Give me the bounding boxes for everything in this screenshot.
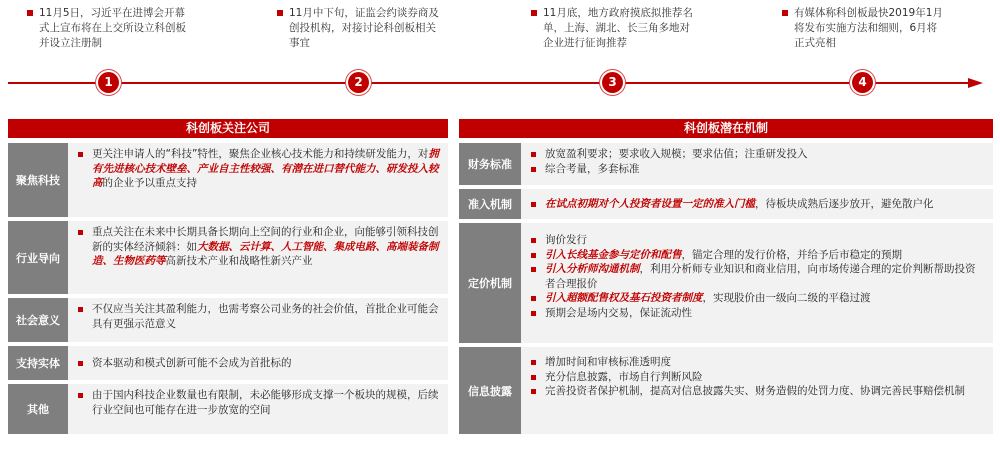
bullet-marker [78, 393, 83, 398]
item-text: 重点关注在未来中长期具备长期向上空间的行业和企业，向能够引领科技创新的实体经济倾斜：如 [92, 226, 439, 253]
item-text: 综合考量，多套标准 [545, 162, 640, 175]
bullet-marker [531, 10, 537, 16]
timeline-event-2 [277, 6, 442, 51]
timeline-arrow [8, 78, 983, 88]
row-label: 支持实体 [8, 346, 68, 380]
highlight-text: 引入长线基金参与定价和配售 [545, 248, 682, 261]
row-label: 准入机制 [459, 189, 521, 219]
bullet-marker [531, 238, 536, 243]
right-row-pricing-mechanism [459, 223, 993, 343]
highlight-text: 在试点初期对个人投资者设置一定的准入门槛 [545, 198, 755, 211]
highlight-text: 引入分析师沟通机制 [545, 263, 640, 275]
timeline-event-text: 11月5日，习近平在进博会开幕式上宣布将在上交所设立科创板并设立注册制 [39, 7, 186, 49]
timeline-event-text: 11月底，地方政府摸底拟推荐名单，上海、湖北、长三角多地对企业进行征询推荐 [543, 7, 693, 49]
item-text: 由于国内科技企业数量也有限制，未必能够形成支撑一个板块的规模，后续行业空间也可能存在进一步放宽的空间 [92, 389, 439, 416]
row-label: 其他 [8, 384, 68, 434]
row-content [68, 221, 448, 294]
bullet-marker [531, 267, 536, 272]
timeline-node-3: 3 [602, 72, 623, 93]
left-row-other [8, 384, 448, 434]
item-text: 增加时间和审核标准透明度 [545, 356, 671, 368]
item-text: ，实现股价由一级向二级的平稳过渡 [702, 292, 871, 304]
row-content [68, 143, 448, 217]
item-text: 放宽盈利要求；要求收入规模；要求估值；注重研发投入 [545, 148, 808, 160]
item-text: 完善投资者保护机制，提高对信息披露失实、财务造假的处罚力度、协调完善民事赔偿机制 [545, 385, 965, 397]
list-item [531, 306, 985, 321]
item-text: 询价发行 [545, 234, 587, 246]
bullet-marker [78, 307, 83, 312]
item-text: 预期会是场内交易，保证流动性 [545, 306, 692, 319]
item-text: 资本驱动和模式创新可能不会成为首批标的 [92, 357, 292, 370]
item-text: 充分信息披露，市场自行判断风险 [545, 370, 703, 383]
list-item [531, 370, 985, 385]
bullet-marker [78, 230, 83, 235]
item-text: 高新技术产业和战略性新兴产业 [165, 255, 313, 267]
timeline-event-4 [782, 6, 947, 51]
bullet-marker [78, 152, 83, 157]
list-item [78, 225, 440, 269]
list-item [78, 356, 292, 371]
bullet-marker [531, 360, 536, 365]
timeline-event-text: 11月中下旬，证监会约谈券商及创投机构，对接讨论科创板相关事宜 [289, 7, 439, 49]
list-item [531, 197, 934, 212]
item-text: ，利用分析师专业知识和商业信用，向市场传递合理的定价判断帮助投资者合理报价 [545, 263, 976, 290]
bullet-marker [782, 10, 788, 16]
item-text: 的企业予以重点支持 [102, 177, 197, 189]
row-label: 聚焦科技 [8, 143, 68, 217]
timeline-event-text: 有媒体称科创板最快2019年1月将发布实施方法和细则，6月将正式亮相 [794, 7, 943, 49]
row-content [521, 189, 993, 219]
right-row-financial-standards [459, 143, 993, 185]
left-row-real-economy [8, 346, 448, 380]
list-item [531, 147, 985, 162]
row-content [68, 346, 448, 380]
list-item [531, 262, 985, 291]
item-text: ，待板块成熟后逐步放开，避免散户化 [755, 198, 934, 211]
list-item [531, 248, 985, 263]
bullet-marker [531, 152, 536, 157]
row-content [68, 384, 448, 434]
row-label: 行业导向 [8, 221, 68, 294]
timeline-node-2: 2 [348, 72, 369, 93]
bullet-marker [78, 361, 83, 366]
right-row-info-disclosure [459, 347, 993, 434]
item-text: 不仅应当关注其盈利能力，也需考察公司业务的社会价值，首批企业可能会具有更强示范意义 [92, 303, 439, 330]
list-item [78, 302, 440, 331]
list-item [531, 162, 985, 177]
left-section-header: 科创板关注公司 [8, 119, 448, 138]
bullet-marker [531, 296, 536, 301]
row-label: 财务标准 [459, 143, 521, 185]
list-item [78, 388, 440, 417]
row-content [521, 223, 993, 343]
bullet-marker [277, 10, 283, 16]
highlight-text: 引入超额配售权及基石投资者制度 [545, 292, 703, 304]
right-section-header: 科创板潜在机制 [459, 119, 993, 138]
timeline-event-3 [531, 6, 696, 51]
bullet-marker [531, 167, 536, 172]
list-item [78, 147, 440, 191]
timeline-node-4: 4 [852, 72, 873, 93]
bullet-marker [531, 311, 536, 316]
bullet-marker [531, 389, 536, 394]
left-row-social-significance [8, 298, 448, 342]
list-item [531, 355, 985, 370]
highlight-text: 大数据、云计算、人工智能、集成电路、高端装备制造、生物医药等 [92, 240, 439, 267]
list-item [531, 233, 985, 248]
list-item [531, 291, 985, 306]
item-text: 更关注申请人的“科技”特性，聚焦企业核心技术能力和持续研发能力，对 [92, 148, 429, 160]
bullet-marker [531, 253, 536, 258]
row-content [521, 347, 993, 434]
row-label: 定价机制 [459, 223, 521, 343]
row-content [521, 143, 993, 185]
list-item [531, 384, 985, 399]
left-row-tech-focus [8, 143, 448, 217]
row-label: 社会意义 [8, 298, 68, 342]
highlight-text: 拥有先进核心技术壁垒、产业自主性较强、有潜在进口替代能力、研发投入较高 [92, 148, 439, 189]
timeline-event-1 [27, 6, 192, 51]
bullet-marker [531, 375, 536, 380]
right-row-access-mechanism [459, 189, 993, 219]
left-row-industry-guidance [8, 221, 448, 294]
bullet-marker [531, 202, 536, 207]
row-content [68, 298, 448, 342]
bullet-marker [27, 10, 33, 16]
item-text: ，锚定合理的发行价格，并给予后市稳定的预期 [681, 248, 902, 261]
timeline-node-1: 1 [98, 72, 119, 93]
row-label: 信息披露 [459, 347, 521, 434]
